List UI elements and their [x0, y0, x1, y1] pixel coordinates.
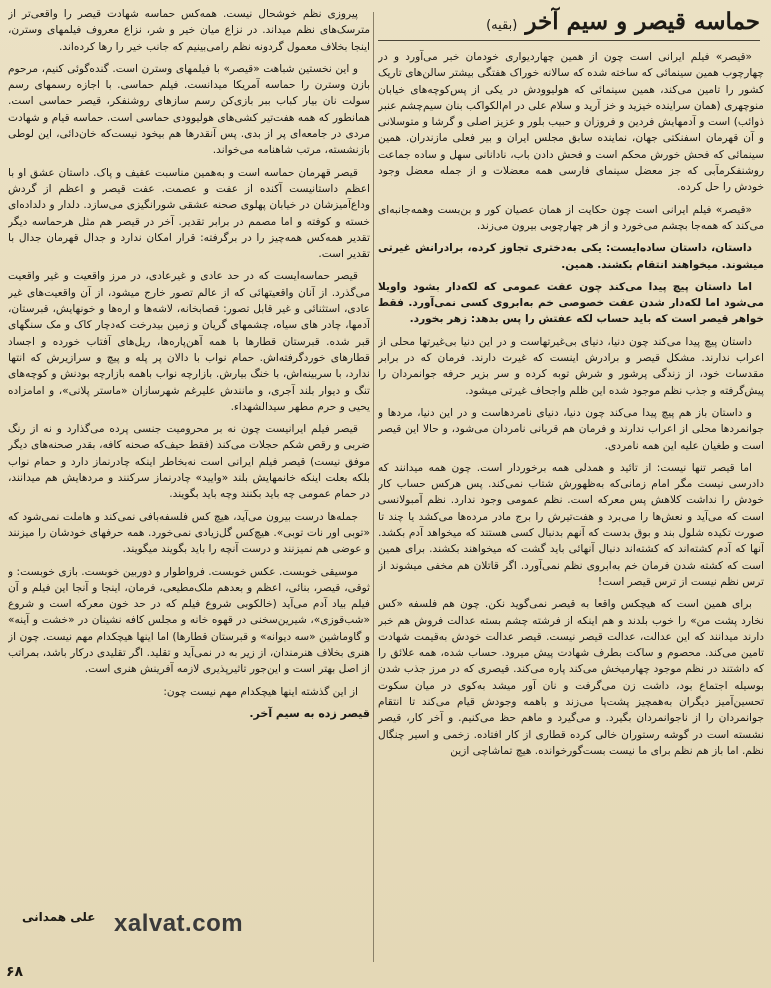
article-header [378, 8, 760, 41]
author-signature: علی همدانی [22, 910, 96, 924]
closing-line: قیصر زده به سیم آخر. [249, 706, 370, 720]
paragraph: «قیصر» فیلم ایرانی است چون حکایت از همان عصیان کور و بن‌بست وهمه‌جانبه‌ای می‌کند که همه‌جا بچشم می‌خورد و از هر چهارچوبی بیرون می‌زند. [378, 203, 764, 232]
paragraph: برای همین است که هیچکس واقعا به قیصر نمی‌گوید نکن. چون هم فلسفه «کس نخارد پشت من» را خوب بلدند و هم اینکه از فرشته چشم بسته عدالت فروش هم خبر دارند میدانند که این عدالت، عدالت قیصر نیست. قیصر عدالت خودش به‌قیمت شهادت تامین می‌کند. محصوم و ساکت بطرف شهادت پیش میرود. حساب شده، همه علائق را که داشتند در نظم موجود چهارمیخش می‌کند پاره می‌کند. قیصری که در مرز جذب شدن بوسیله اجتماع بود، داشت زن می‌گرفت و نان آور میشد به‌کوی در میان سکوت تحسین‌آمیز دیگران به‌همچیز پشت‌پا می‌زند و باهمه وجودش قیام می‌کند تا انتقام جوانمردان را از ناجوانمردان بگیرد. و می‌گیرد و ماهم حظ می‌کنیم. و آخر کار، قیصر نشسته است در گوشه رستوران خالی کرده قطاری از کار افتاده. زخمی و اسیر چنگال نظم. اما باز هم نظم برای ما نیست بست‌گورخوانده. هیچ تماشاچی ازین [378, 598, 764, 757]
column-divider [373, 12, 374, 962]
paragraph: از این گذشته اینها هیچکدام مهم نیست چون: [163, 685, 358, 698]
paragraph: داستان، داستان ساده‌ایست: یکی به‌دختری تجاوز کرده، برادرانش غیرتی میشوند. میخواهند انتقام بکشند. همین. [378, 242, 764, 271]
paragraph: و این نخستین شباهت «قیصر» با فیلمهای وسترن است. گنده‌گوئی کنیم، مرحوم بازن وسترن را حماسه آمریکا میدانست. فیلم حماسی. با اجازه رسمهای رسم سولت نان بیار کباب ببر بازی‌کن رسم سازهای روشنفکر، قیصر حماسی است. همانطور که همه هفت‌تیر کشی‌های هولیوودی حماسی است. حماسه قیام و شهادت مردی در جامعه‌ای پر از بدی. پس آنقدرها هم بیخود نیست‌که خان‌دائی، این لوطی بازنشسته، مرتب شاهنامه می‌خواند. [8, 62, 370, 157]
paragraph: پیروزی نظم خوشحال نیست. همه‌کس حماسه شهادت قیصر را واقعی‌تر از مترسک‌های نظم میداند. در نزاع میان خیر و شر، نزاع معروف فیلمهای وسترن، اینجا بخلاف معمول گردونه نظم رامی‌بینیم که جانب خیر را رها کرده‌اند. [8, 8, 370, 53]
article-subtitle: (بقیه) [486, 18, 518, 33]
paragraph: و داستان باز هم پیچ پیدا می‌کند چون دنیا، دنیای نامردهاست و در این دنیا، مردها و جوانمردها محلی از اعراب ندارند و فرمان هم قربانی نامردان می‌شود، و حالا این قیصر است و طغیان علیه این همه نامردی. [378, 406, 764, 452]
paragraph: «قیصر» فیلم ایرانی است چون از همین چهاردیواری خودمان خبر می‌آورد و در چهارچوب همین سینمائی که ساخته شده که سالانه خوراک هفتگی بیشتر سالن‌های تاریک کشور را تامین می‌کند، همین سینمائی که هولیوودش در یکی از پس‌کوچه‌های خیابان منوچهری (همان سراینده خیزید و خز آرید و سلام علی در ام‌الکواکب بنان سیم‌چشم عنبر ذوائب) است و آدمهایش فردین و فروزان و حبیب بلور و عزیز اصلی و گرشا و متوسلانی و آن قهرمان اسفنکتی جهان، نماینده سابق مجلس ایران و بیر فعلی مازندران. همین سینمائی که فحش خورش محکم است و فحش دادن باب، نادانانی سهل و ساده جماعت روشنفکرمآبی که جز معضل سینمای فارسی همه معضلات و از جمله معضل وجود خودش را حل کرده. [378, 51, 764, 194]
watermark-text: xalvat.com [114, 910, 244, 937]
paragraph: قیصر قهرمان حماسه است و به‌همین مناسبت عفیف و پاک. داستان عشق او با اعظم داستانیست آکنده از عفت و عصمت. عفت قیصر و اعظم از گردش وداع‌آمیزشان در خیابان پهلوی صحنه عشقی شورانگیزی می‌سازد. دلدار و دلداده‌ای خسته و کوفته و اما مصمم در برابر تقدیر. آخر در قیصر هم مثل هرحماسه دیگر تقدیر همه‌کس همه‌چیز را در برگرفته: قرار امکان ندارد و جدال قهرمان جدال با تقدیر است. [8, 166, 370, 261]
paragraph: جمله‌ها درست بیرون می‌آید، هیچ کس فلسفه‌بافی نمی‌کند و هاملت نمی‌شود که «توبی اور نات توبی». هیچ‌کس گل‌زیادی نمی‌خورد. همه حرفهای خودشان را میزنند و عوضی هم نمیزنند و درست آنچه را باید بگویند میگویند. [8, 510, 370, 556]
right-column [378, 6, 764, 966]
paragraph: اما قیصر تنها نیست: از تائید و همدلی همه برخوردار است. چون همه میدانند که دادرسی نیست مگر امام زمانی‌که به‌ظهورش شتاب نمی‌کند. پس هرکس حساب کار خودش را نداشت کلاهش پس معرکه است. نظم عمومی وجود ندارد. نظم آمبولانسی است که می‌آید و نعش‌ها را می‌برد و هفت‌تیرش را برج مادر مرده‌ها می‌کشد یا چند تا صورت تکیده شلول بند و بوق بدست که آنهم بدنبال کسی هستند که میخواهد آدم بکشد. آنها که آدم کشته‌اند که کشته‌اند دنبال آنهائی باید گشت که میخواهند بکشند. برای همین است که کشته شدن فرمان خم به‌ابروی نظم نمی‌آورد. اگر قاتلان هم مخفی میشوند از ترس نظم نیست از ترس قیصر است! [378, 461, 764, 588]
left-column [8, 6, 370, 921]
paragraph: قیصر فیلم ایرانیست چون نه بر محرومیت جنسی پرده می‌گذارد و نه از رنگ ضربی و رقص شکم حجلات می‌کند (فقط حیف‌که صحنه کافه، بقدر صحنه‌های دیگر موفق نیست) قیصر فیلم ایرانی است نه‌بخاطر اینکه چادرنماز دارد و حمام نواب بلکه بعلت اینکه خانمهایش بلند «وایید» چادرنماز سرکنند و مردهایش هم میدانند، در حمام عمومی چه باید بکنند وچه باید بگویند. [8, 423, 370, 501]
left-column-body [8, 6, 370, 700]
paragraph: قیصر حماسه‌ایست که در حد عادی و غیرعادی، در مرز واقعیت و غیر واقعیت می‌گذرد. از آنان واقعیتهائی که از عالم تصور خارج میشود، از آن واقعیت‌های غیر عادی، استثنائی و غیر قابل تصور: قصابخانه، لاشه‌ها و اره‌ها و خونهایش، قبرستان، آدمها، چادر های سیاه، چشمهای گریان و زمین بیدرخت که‌دچار کاک و مک سنگهای قبر شده. قبرستان قطارها با همه آهن‌پاره‌ها، ریل‌های آفتاب خورده و اجساد قطارهای خورد‌گرفته‌اش. حمام نواب با دالان پر پله و پیچ و سرازیرش که انتها ندارد، با سربینه‌اش، با خنگ بیارش. بازارچه نواب باهمه بازار‌چه بودنش و کوچه‌های تنگ و دیوار بلند آجری، و مانندش علیرغم شهرسازان «ماستر پلانی»، و امامزاده یحیی و حرم مطهر سیدالشهداء. [8, 270, 370, 413]
paragraph: اما داستان پیچ پیدا می‌کند چون عفت عمومی که لکه‌دار بشود واویلا می‌شود اما لکه‌دار شدن عفت خصوصی خم به‌ابروی کسی نمی‌آورد. فقط خواهر قیصر است که باید حساب لکه عفتش را پس بدهد: زهر بخورد. [378, 280, 764, 326]
right-column-body [378, 49, 764, 759]
paragraph: داستان پیچ پیدا می‌کند چون دنیا، دنیای بی‌غیرتهاست و در این دنیا بی‌غیرتها محلی از اعراب ندارند. مشکل قیصر و برادرش اینست که غیرت دارند. فرمان که در برابر مقدسات خود، از زندگی پرشور و شرش توبه کرده و سر بزیر حرفه جوانمردان را پیش‌گرفته و جذب نظم موجود شده این ظلم واجحاف غیرتی میشود. [378, 335, 764, 397]
paragraph: موسیقی خوبست. عکس خوبست. فرواطوار و دوربین خوبست. بازی خوبست: و ثوقی، قیصر، بنائی، اعظم و بعدهم ملک‌مطیعی، فرمان، اینجا و آنجا این فیلم و آن فیلم بیاد آدم می‌آید (خالکوبی شروع فیلم که در حد خون معرکه است و شروع «شب‌قوزی»، شیرین‌سخنی در قهوه خانه و مجلس کافه نشینان در «خشت و آینه» و گاوماشین «سه دیوانه» و قبرستان قطارها) اما اینها هیچکدام مهم نیست. چون از هنری بخلاف هنرمندان، از زیر به در نمی‌آید و تقلید. اگر تقلیدی درکار باشد، بمراتب از اصل بهتر است و این‌جور تاثیرپذیری لازمه آفرینش هنری است. [8, 565, 370, 676]
article-title: حماسه قیصر و سیم آخر [525, 8, 760, 35]
page-number: ۶۸ [6, 964, 24, 980]
